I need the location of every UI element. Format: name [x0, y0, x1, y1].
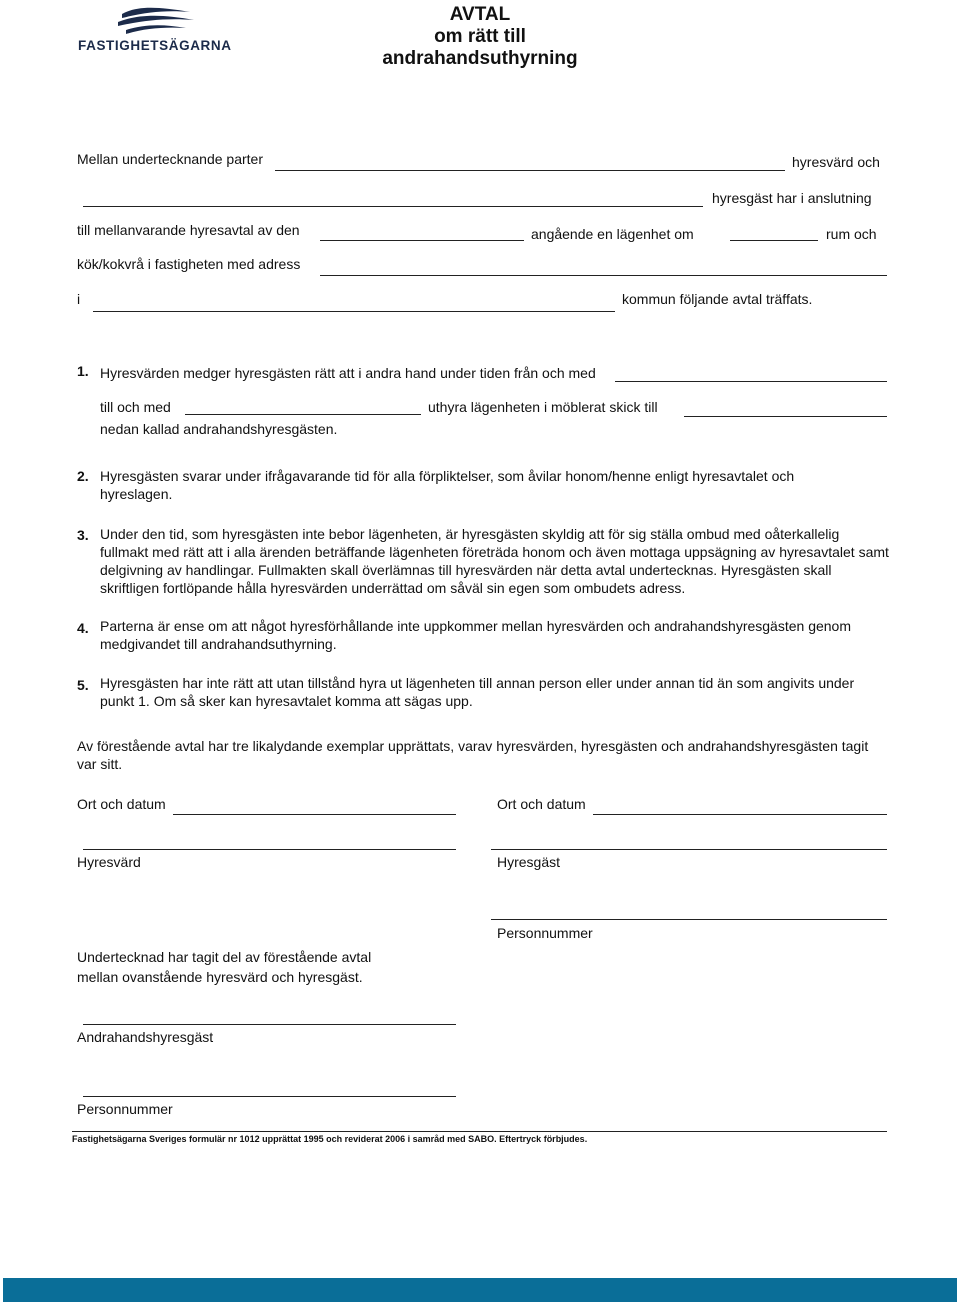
section-4-number: 4. — [77, 620, 89, 636]
section-3-number: 3. — [77, 527, 89, 543]
logo-wave-icon — [116, 4, 196, 36]
to-date-field[interactable] — [185, 414, 421, 415]
tenant-name-field[interactable] — [684, 416, 887, 417]
section-1-uthyra-label: uthyra lägenheten i möblerat skick till — [428, 399, 658, 415]
section-3-text: Under den tid, som hyresgästen inte bebor lägenheten, är hyresgästen skyldig att för sig ställa ombud med oåterkallelig fullmakt med rätt att i alla ärenden beträffande lägenheten företräda honom och även mottaga uppsägning av hyresavtalet samt delgivning av handlingar. Fullmakten skall överlämnas till hyresvärden när detta avtal undertecknas. Hyresgästen skall skriftligen fortlöpande hålla hyresvärden underrättad om såväl sin egen som ombudets adress. — [100, 526, 889, 596]
title-line-3: andrahandsuthyrning — [382, 48, 578, 69]
ort-datum-left-field[interactable] — [173, 814, 456, 815]
title-line-1: AVTAL — [449, 4, 511, 25]
logo-text: FASTIGHETSÄGARNA — [78, 38, 232, 53]
footer-note: Fastighetsägarna Sveriges formulär nr 1012 upprättat 1995 och reviderat 2006 i samråd med SABO. Eftertryck förbjudes. — [72, 1134, 588, 1144]
ort-datum-right-label: Ort och datum — [497, 796, 586, 812]
party-2-field[interactable] — [83, 206, 703, 207]
section-1-number: 1. — [77, 363, 89, 379]
intro-i-label: i — [77, 291, 81, 307]
rooms-field[interactable] — [730, 240, 818, 241]
section-5-number: 5. — [77, 677, 89, 693]
ort-datum-right-field[interactable] — [593, 814, 887, 815]
party-1-field[interactable] — [275, 170, 785, 171]
undertecknad-line-1: Undertecknad har tagit del av förestående avtal — [77, 949, 372, 965]
intro-rum-label: rum och — [826, 226, 877, 242]
personnummer-right-field[interactable] — [491, 919, 887, 920]
section-1-nedan: nedan kallad andrahandshyresgästen. — [100, 421, 338, 437]
section-1-line-1: Hyresvärden medger hyresgästen rätt att i andra hand under tiden från och med — [100, 365, 596, 381]
title-line-2: om rätt till — [434, 26, 526, 47]
closing-exemplar: Av förestående avtal har tre likalydande exemplar upprättats, varav hyresvärden, hyresgästen och andrahandshyresgästen tagit var sitt. — [77, 738, 869, 772]
intro-mellan-label: Mellan undertecknande parter — [77, 151, 264, 167]
intro-kommun-label: kommun följande avtal träffats. — [622, 291, 813, 307]
andrahandshyresgast-signature-field[interactable] — [83, 1024, 456, 1025]
undertecknad-line-2: mellan ovanstående hyresvärd och hyresgäst. — [77, 969, 363, 985]
personnummer-right-label: Personnummer — [497, 925, 593, 941]
personnummer-left-label: Personnummer — [77, 1101, 173, 1117]
section-2-number: 2. — [77, 468, 89, 484]
hyresgast-signature-field[interactable] — [491, 849, 887, 850]
address-field[interactable] — [320, 275, 887, 276]
logo — [78, 4, 233, 56]
intro-kok-label: kök/kokvrå i fastigheten med adress — [77, 256, 301, 272]
section-2-text: Hyresgästen svarar under ifrågavarande tid för alla förpliktelser, som åvilar honom/henne enligt hyresavtalet och hyreslagen. — [100, 468, 795, 502]
section-4-text: Parterna är ense om att något hyresförhållande inte uppkommer mellan hyresvärden och andrahandshyresgästen genom medgivandet till andrahandsuthyrning. — [100, 618, 851, 652]
page-title — [330, 4, 630, 70]
intro-hyresgast-label: hyresgäst har i anslutning — [712, 190, 872, 206]
intro-hyresavtal-label: till mellanvarande hyresavtal av den — [77, 222, 300, 238]
kommun-field[interactable] — [93, 311, 615, 312]
ort-datum-left-label: Ort och datum — [77, 796, 166, 812]
intro-hyresvard-label: hyresvärd och — [792, 154, 880, 170]
footer-divider — [72, 1131, 887, 1132]
section-5-text: Hyresgästen har inte rätt att utan tillstånd hyra ut lägenheten till annan person eller under annan tid än som angivits under punkt 1. Om så sker kan hyresavtalet komma att sägas upp. — [100, 675, 855, 709]
hyresgast-label: Hyresgäst — [497, 854, 561, 870]
hyresavtal-date-field[interactable] — [320, 240, 524, 241]
from-date-field[interactable] — [615, 381, 887, 382]
section-1-tilloch-label: till och med — [100, 399, 171, 415]
hyresvard-signature-field[interactable] — [83, 849, 456, 850]
andrahandshyresgast-label: Andrahandshyresgäst — [77, 1029, 214, 1045]
hyresvard-label: Hyresvärd — [77, 854, 141, 870]
bottom-bar — [3, 1278, 957, 1302]
personnummer-left-field[interactable] — [83, 1096, 456, 1097]
intro-angaende-label: angående en lägenhet om — [531, 226, 694, 242]
